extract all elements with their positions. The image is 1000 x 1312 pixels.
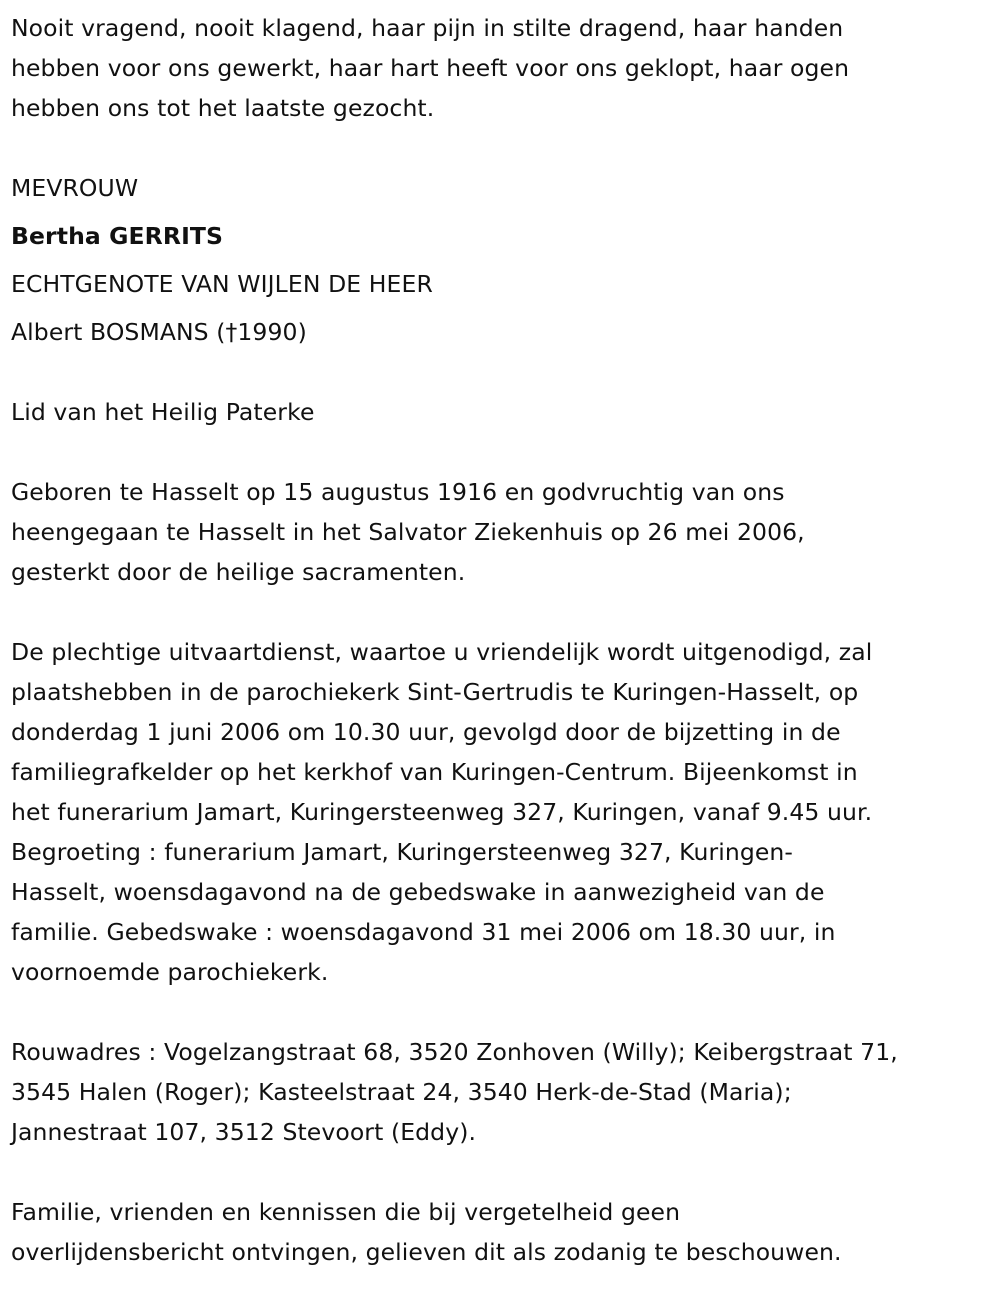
text-line: Lid van het Heilig Paterke (11, 398, 315, 426)
text-line: Geboren te Hasselt op 15 augustus 1916 en godvruchtig van ons (11, 478, 785, 506)
text-line: Familie, vrienden en kennissen die bij vergetelheid geen (11, 1198, 681, 1226)
text-line: gesterkt door de heilige sacramenten. (11, 558, 466, 586)
title: MEVROUW (11, 174, 139, 202)
deceased-name: Bertha GERRITS (11, 222, 224, 250)
text-line: Rouwadres : Vogelzangstraat 68, 3520 Zonhoven (Willy); Keibergstraat 71, (11, 1038, 898, 1066)
text-line: plaatshebben in de parochiekerk Sint-Gertrudis te Kuringen-Hasselt, op (11, 678, 859, 706)
funeral-paragraph (11, 632, 898, 992)
addresses-paragraph (11, 1032, 898, 1152)
text-line: overlijdensbericht ontvingen, gelieven dit als zodanig te beschouwen. (11, 1238, 842, 1266)
text-line: familie. Gebedswake : woensdagavond 31 mei 2006 om 18.30 uur, in (11, 918, 836, 946)
spouse-name: Albert BOSMANS (†1990) (11, 318, 307, 346)
text-line: voornoemde parochiekerk. (11, 958, 329, 986)
obituary-document (11, 8, 898, 1312)
text-line: hebben voor ons gewerkt, haar hart heeft voor ons geklopt, haar ogen (11, 54, 850, 82)
poem-paragraph (11, 8, 898, 128)
text-line: heengegaan te Hasselt in het Salvator Ziekenhuis op 26 mei 2006, (11, 518, 805, 546)
text-line: Jannestraat 107, 3512 Stevoort (Eddy). (11, 1118, 477, 1146)
text-line: Begroeting : funerarium Jamart, Kuringersteenweg 327, Kuringen- (11, 838, 794, 866)
text-line: hebben ons tot het laatste gezocht. (11, 94, 435, 122)
closing-paragraph (11, 1192, 898, 1272)
text-line: donderdag 1 juni 2006 om 10.30 uur, gevolgd door de bijzetting in de (11, 718, 841, 746)
text-line: 3545 Halen (Roger); Kasteelstraat 24, 3540 Herk-de-Stad (Maria); (11, 1078, 792, 1106)
name-block (11, 164, 898, 356)
birth-death-paragraph (11, 472, 898, 592)
text-line: Hasselt, woensdagavond na de gebedswake in aanwezigheid van de (11, 878, 825, 906)
text-line: De plechtige uitvaartdienst, waartoe u vriendelijk wordt uitgenodigd, zal (11, 638, 873, 666)
text-line: het funerarium Jamart, Kuringersteenweg 327, Kuringen, vanaf 9.45 uur. (11, 798, 873, 826)
text-line: Nooit vragend, nooit klagend, haar pijn in stilte dragend, haar handen (11, 14, 844, 42)
membership-paragraph (11, 392, 898, 432)
relation: ECHTGENOTE VAN WIJLEN DE HEER (11, 270, 433, 298)
text-line: familiegrafkelder op het kerkhof van Kuringen-Centrum. Bijeenkomst in (11, 758, 858, 786)
